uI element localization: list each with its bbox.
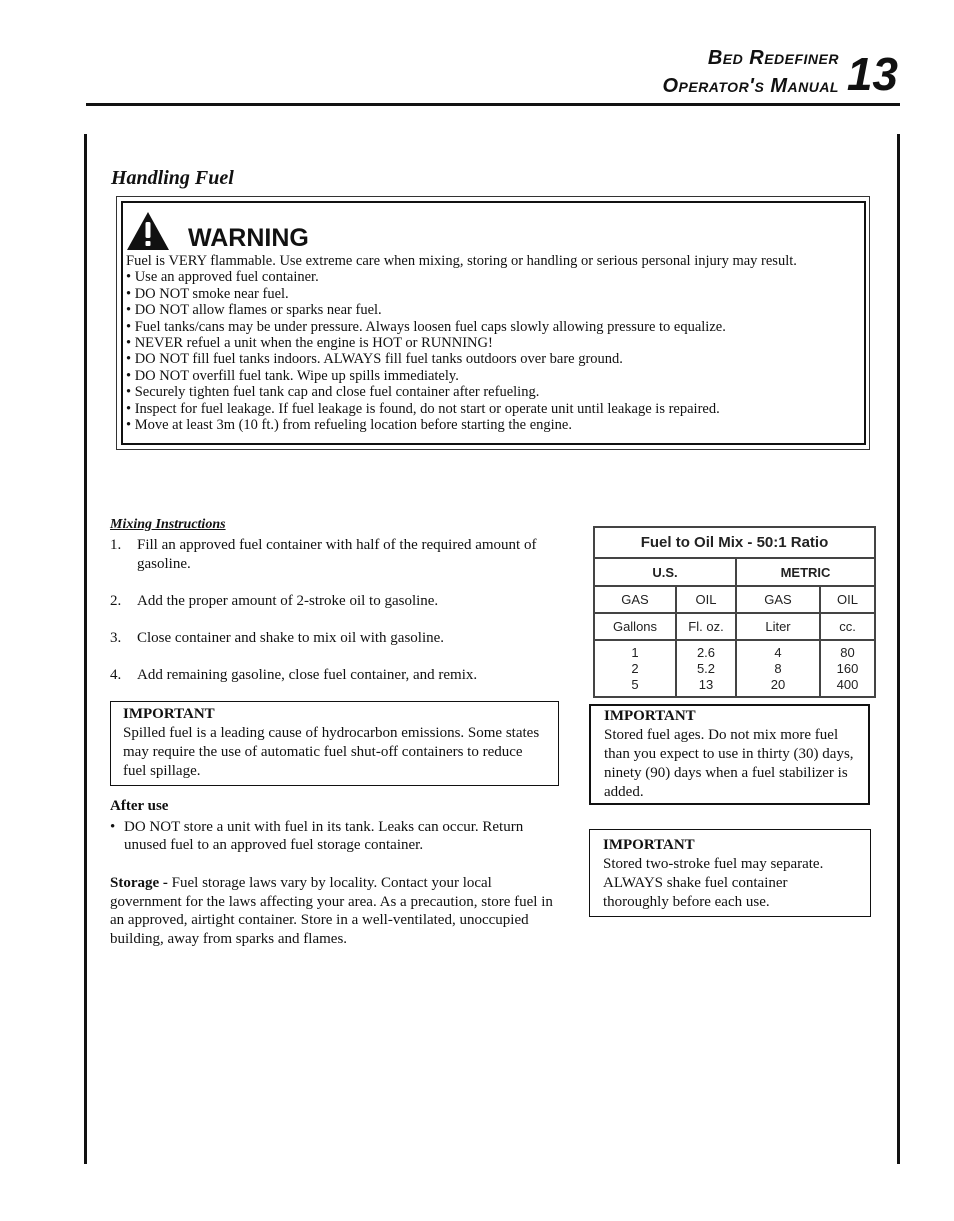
step-text: Add the proper amount of 2-stroke oil to gasoline. — [137, 593, 439, 609]
table-unit: cc. — [820, 613, 875, 640]
mixing-step — [110, 536, 560, 574]
important-title: IMPORTANT — [604, 708, 696, 724]
storage-label: Storage - — [110, 875, 168, 891]
table-cell: 8 — [774, 660, 782, 676]
right-margin-rule — [897, 134, 900, 1164]
manual-title — [662, 44, 839, 100]
after-use-item — [110, 818, 550, 854]
bullet: • — [110, 819, 116, 835]
mixing-step — [110, 592, 560, 611]
important-text: Stored two-stroke fuel may separate. ALWAYS shake fuel container thoroughly before each use. — [603, 856, 824, 910]
step-number: 4. — [110, 667, 122, 683]
warning-line: • DO NOT fill fuel tanks indoors. ALWAYS fill fuel tanks outdoors over bare ground. — [126, 351, 623, 368]
table-column-metric-gas — [736, 640, 820, 697]
title-line-1: Bed Redefiner — [707, 47, 839, 69]
storage-paragraph — [110, 874, 555, 948]
title-line-2: Operator's Manual — [662, 75, 839, 97]
step-number: 1. — [110, 537, 122, 553]
table-cell: 5 — [631, 676, 639, 692]
table-cell: 5.2 — [696, 660, 716, 676]
important-text: Spilled fuel is a leading cause of hydrocarbon emissions. Some states may require the use of automatic fuel shut-off containers to reduce fuel spillage. — [123, 725, 540, 779]
table-title: Fuel to Oil Mix - 50:1 Ratio — [594, 527, 875, 558]
after-use-heading: After use — [110, 798, 169, 814]
warning-line: • DO NOT smoke near fuel. — [126, 285, 289, 302]
important-note-fuel-ages — [589, 704, 870, 805]
step-number: 2. — [110, 593, 122, 609]
important-note-spilled-fuel — [110, 701, 559, 786]
mixing-steps — [110, 536, 560, 703]
table-header: GAS — [736, 586, 820, 613]
table-cell: 2.6 — [696, 644, 716, 660]
mixing-heading: Mixing Instructions — [110, 517, 226, 532]
mixing-step — [110, 629, 560, 648]
table-header: GAS — [594, 586, 676, 613]
table-cell: 160 — [836, 660, 859, 676]
fuel-oil-mix-table — [593, 526, 876, 698]
warning-text — [126, 253, 797, 433]
table-header: OIL — [820, 586, 875, 613]
table-column-metric-oil — [820, 640, 875, 697]
important-note-fuel-separation — [589, 829, 871, 917]
table-cell: 4 — [774, 644, 782, 660]
table-column-us-gas — [594, 640, 676, 697]
warning-line: • NEVER refuel a unit when the engine is HOT or RUNNING! — [126, 335, 493, 352]
table-unit: Gallons — [594, 613, 676, 640]
table-cell: 400 — [836, 676, 859, 692]
step-number: 3. — [110, 630, 122, 646]
table-group-metric: METRIC — [736, 558, 875, 586]
warning-line: • Use an approved fuel container. — [126, 269, 319, 286]
step-text: Add remaining gasoline, close fuel container, and remix. — [137, 667, 478, 683]
table-cell: 80 — [840, 644, 855, 660]
warning-triangle-icon — [126, 211, 170, 251]
warning-line: • Fuel tanks/cans may be under pressure. Always loosen fuel caps slowly allowing pressure to equalize. — [126, 318, 726, 335]
table-unit: Fl. oz. — [676, 613, 736, 640]
important-title: IMPORTANT — [123, 706, 215, 722]
table-cell: 1 — [631, 644, 639, 660]
table-header: OIL — [676, 586, 736, 613]
warning-line: • Move at least 3m (10 ft.) from refueling location before starting the engine. — [126, 417, 572, 434]
storage-text: Fuel storage laws vary by locality. Contact your local government for the laws affecting your area. As a precaution, store fuel in an approved, airtight container. Store in a well-ventilated, unoccupied building, away from sparks and flames. — [110, 875, 553, 947]
table-cell: 2 — [631, 660, 639, 676]
warning-line: • DO NOT allow flames or sparks near fuel. — [126, 302, 382, 319]
warning-line: • DO NOT overfill fuel tank. Wipe up spills immediately. — [126, 367, 459, 384]
header-rule — [86, 103, 900, 106]
warning-line: • Inspect for fuel leakage. If fuel leakage is found, do not start or operate unit until leakage is repaired. — [126, 400, 720, 417]
table-cell: 13 — [698, 676, 714, 692]
warning-title: WARNING — [188, 224, 309, 252]
table-column-us-oil — [676, 640, 736, 697]
table-group-us: U.S. — [594, 558, 736, 586]
warning-line: • Securely tighten fuel tank cap and close fuel container after refueling. — [126, 384, 540, 401]
important-title: IMPORTANT — [603, 837, 695, 853]
mixing-step — [110, 666, 560, 685]
left-margin-rule — [84, 134, 87, 1164]
warning-line: Fuel is VERY flammable. Use extreme care when mixing, storing or handling or serious personal injury may result. — [126, 253, 797, 269]
important-text: Stored fuel ages. Do not mix more fuel than you expect to use in thirty (30) days, ninety (90) days when a fuel stabilizer is added. — [604, 727, 854, 800]
step-text: Fill an approved fuel container with half of the required amount of gasoline. — [137, 537, 537, 572]
table-unit: Liter — [736, 613, 820, 640]
table-cell: 20 — [770, 676, 786, 692]
step-text: Close container and shake to mix oil with gasoline. — [137, 630, 445, 646]
page-number: 13 — [846, 48, 898, 100]
section-title: Handling Fuel — [111, 167, 234, 189]
after-use-text: DO NOT store a unit with fuel in its tank. Leaks can occur. Return unused fuel to an approved fuel storage container. — [124, 819, 524, 853]
